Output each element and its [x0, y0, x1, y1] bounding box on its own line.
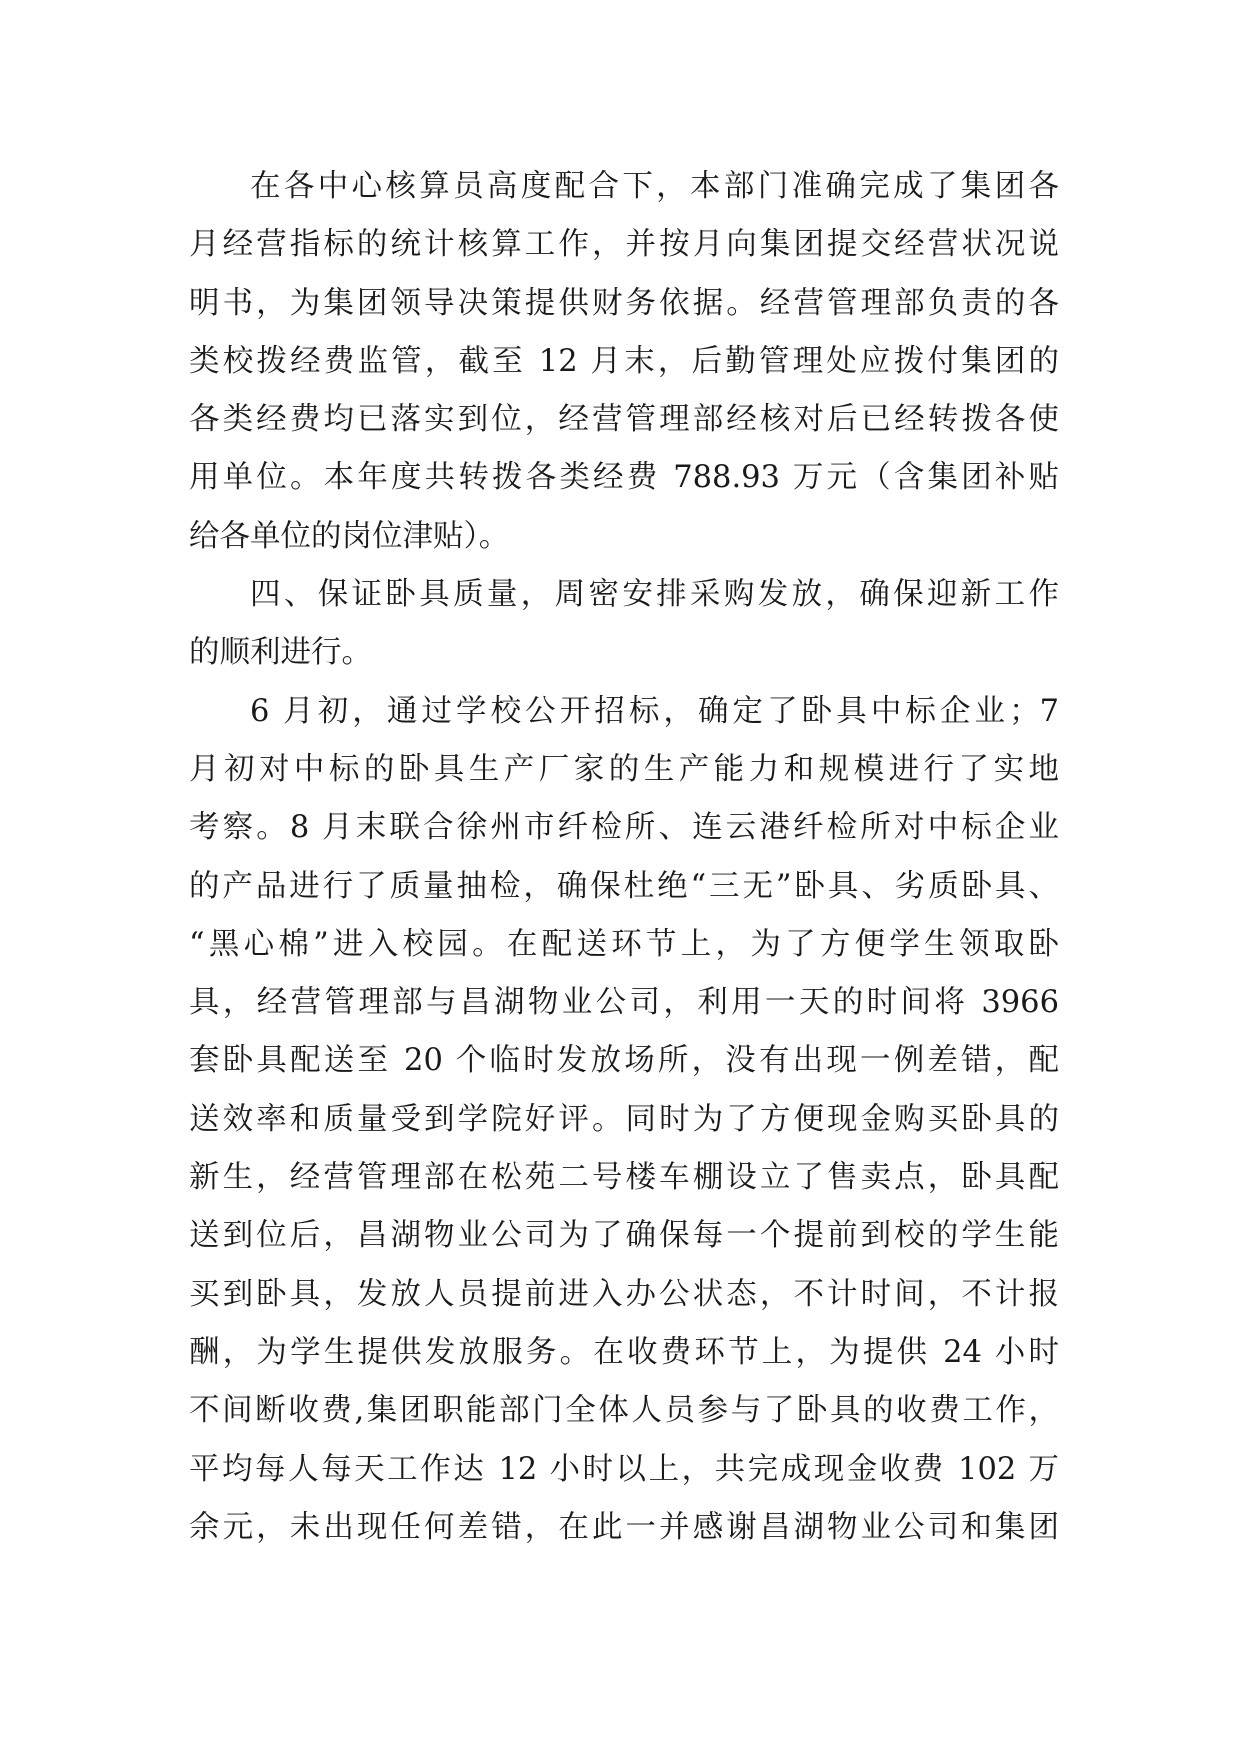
- text-line: 送效率和质量受到学院好评。同时为了方便现金购买卧具的: [189, 1101, 1059, 1137]
- text-line: 四、保证卧具质量，周密安排采购发放，确保迎新工作: [250, 577, 1059, 613]
- text-line: 考察。8 月末联合徐州市纤检所、连云港纤检所对中标企业: [189, 810, 1059, 846]
- text-line: 具，经营管理部与昌湖物业公司，利用一天的时间将 3966: [189, 985, 1059, 1021]
- text-line: 平均每人每天工作达 12 小时以上，共完成现金收费 102 万: [189, 1451, 1059, 1487]
- text-line: 月初对中标的卧具生产厂家的生产能力和规模进行了实地: [189, 751, 1059, 787]
- text-line: 6 月初，通过学校公开招标，确定了卧具中标企业；7: [250, 693, 1059, 729]
- text-line: 酬，为学生提供发放服务。在收费环节上，为提供 24 小时: [189, 1334, 1059, 1370]
- text-line: 月经营指标的统计核算工作，并按月向集团提交经营状况说: [189, 227, 1059, 263]
- text-line: 不间断收费,集团职能部门全体人员参与了卧具的收费工作，: [189, 1393, 1059, 1429]
- text-line: 的产品进行了质量抽检，确保杜绝“三无”卧具、劣质卧具、: [189, 868, 1059, 904]
- text-line: “黑心棉”进入校园。在配送环节上，为了方便学生领取卧: [189, 926, 1059, 962]
- text-line: 套卧具配送至 20 个临时发放场所，没有出现一例差错，配: [189, 1043, 1059, 1079]
- text-line: 用单位。本年度共转拨各类经费 788.93 万元（含集团补贴: [189, 460, 1059, 496]
- text-line: 给各单位的岗位津贴）。: [189, 518, 510, 554]
- text-line: 的顺利进行。: [189, 635, 372, 671]
- text-line: 新生，经营管理部在松苑二号楼车棚设立了售卖点，卧具配: [189, 1160, 1059, 1196]
- text-line: 买到卧具，发放人员提前进入办公状态，不计时间，不计报: [189, 1276, 1059, 1312]
- body-text: [189, 158, 1059, 1557]
- text-line: 送到位后，昌湖物业公司为了确保每一个提前到校的学生能: [189, 1218, 1059, 1254]
- text-line: 类校拨经费监管，截至 12 月末，后勤管理处应拨付集团的: [189, 343, 1059, 379]
- text-line: 余元，未出现任何差错，在此一并感谢昌湖物业公司和集团: [189, 1509, 1059, 1545]
- text-line: 明书，为集团领导决策提供财务依据。经营管理部负责的各: [189, 285, 1059, 321]
- text-line: 在各中心核算员高度配合下，本部门准确完成了集团各: [250, 169, 1059, 204]
- text-line: 各类经费均已落实到位，经营管理部经核对后已经转拨各使: [189, 402, 1059, 438]
